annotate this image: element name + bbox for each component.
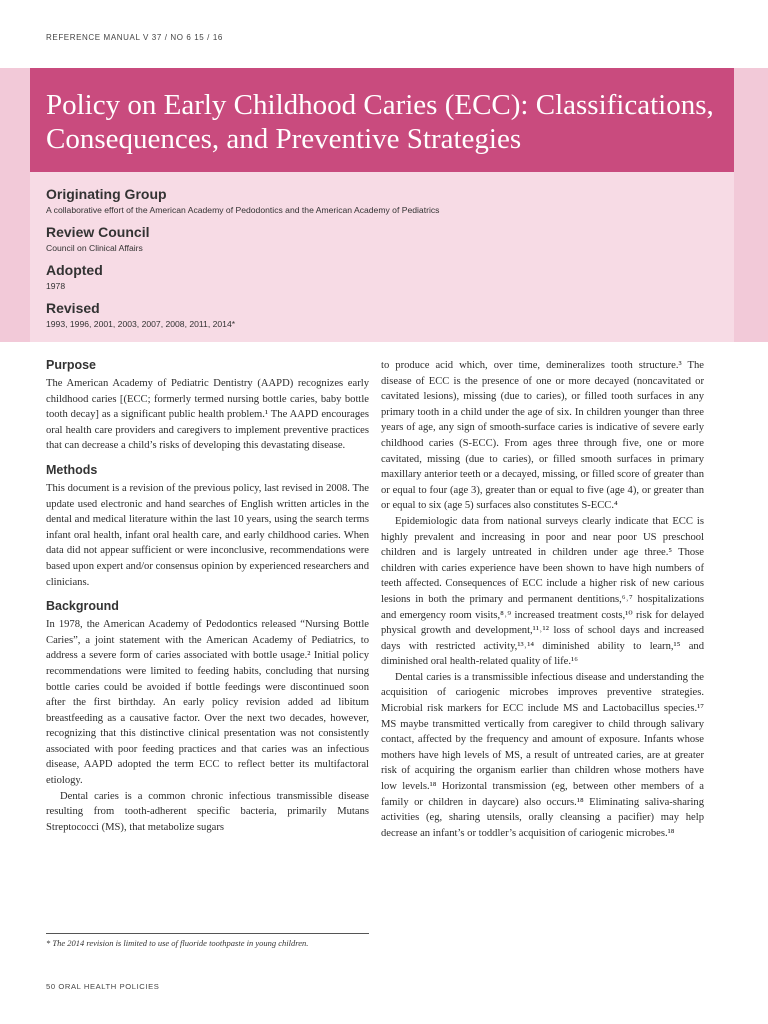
revised-value: 1993, 1996, 2001, 2003, 2007, 2008, 2011, 2014* [46,319,236,329]
footnote-divider [46,933,369,934]
page-title: Policy on Early Childhood Caries (ECC): Classifications, Consequences, and Preventive Strategies [46,89,714,155]
purpose-heading: Purpose [46,358,97,372]
methods-text: This document is a revision of the previous policy, last revised in 2008. The update used electronic and hand searches of English written articles in the dental and medical literature within the last 10 years, using the search terms infant oral health, infant oral health care, and early childhood caries. When data did not appear sufficient or were inconclusive, recommendations were based upon expert and/or consensus opinion by experienced researchers and clinicians. [46,482,369,588]
page-folio: 50 ORAL HEALTH POLICIES [46,982,160,991]
originating-group-heading: Originating Group [46,186,167,202]
purpose-text: The American Academy of Pediatric Dentistry (AAPD) recognizes early childhood caries [(ECC; formerly termed nursing bottle caries, baby bottle tooth decay] as a significant public health problem.¹ The AAPD encourages oral health care providers and caregivers to implement preventive practices that can decrease a child’s risks of developing this devastating disease. [46,378,369,452]
originating-group [46,186,726,215]
revised [46,300,726,329]
review-council-value: Council on Clinical Affairs [46,243,143,253]
right-paragraph-1: to produce acid which, over time, demineralizes tooth structure.³ The disease of ECC is the presence of one or more decayed (noncavitated or cavitated lesions), missing (due to caries), or filled tooth surfaces in any primary tooth in a child under the age of six. In children younger than three years of age, any sign of smooth-surface caries is indicative of severe early childhood caries (S-ECC). From ages three through five, one or more cavitated, missing (due to caries), or filled smooth surfaces in primary maxillary anterior teeth or a decayed, missing, or filled score of greater than or equal to four (age 3), greater than or equal to five (age 4), or greater than or equal to six (age 5) surfaces also constitutes S-ECC.⁴ [381,360,704,512]
review-council [46,224,726,253]
footnote: * The 2014 revision is limited to use of fluoride toothpaste in young children. [46,938,309,948]
right-paragraph-3: Dental caries is a transmissible infectious disease and understanding the acquisition of cariogenic microbes improves preventive strategies. Microbial risk markers for ECC include MS and Lactobacillus species.¹⁷ MS maybe transmitted vertically from caregiver to child through salivary contact, affected by the frequency and amount of exposure. Infants whose mothers have high levels of MS, a result of untreated caries, are at greater risk of acquiring the organism earlier than children whose mothers have low levels.¹⁸ Horizontal transmission (eg, between other members of a family or children in daycare) also occurs.¹⁸ Eliminating saliva-sharing activities (eg, sharing utensils, orally cleansing a pacifier) may help decrease an infant’s or toddler’s acquisition of cariogenic microbes.¹⁸ [381,671,704,839]
adopted-heading: Adopted [46,262,103,278]
methods-heading: Methods [46,462,98,477]
running-head: REFERENCE MANUAL V 37 / NO 6 15 / 16 [46,33,223,42]
adopted [46,262,726,291]
revised-heading: Revised [46,300,100,316]
right-paragraph-2: Epidemiologic data from national surveys clearly indicate that ECC is highly prevalent and increasing in poor and near poor US preschool children and is largely untreated in children under age three.⁵ Those children with caries experience have been shown to have high numbers of teeth affected. Consequences of ECC include a higher risk of new carious lesions in both the primary and permanent dentitions,⁶˒⁷ hospitalizations and emergency room visits,⁸˒⁹ increased treatment costs,¹⁰ risk for delayed physical growth and development,¹¹˒¹² loss of school days and increased days with restricted activity,¹³˒¹⁴ diminished ability to learn,¹⁵ and diminished oral health-related quality of life.¹⁶ [381,515,704,668]
background-text-1: In 1978, the American Academy of Pedodontics released “Nursing Bottle Caries”, a joint statement with the American Academy of Pediatrics, to address a severe form of caries associated with bottle usage.² Initial policy recommendations were limited to feeding habits, concluding that nursing bottle caries could be avoided if bottle feedings were discontinued soon after the first birthday. An early policy revision added ad libitum breastfeeding as a causative factor. Over the next two decades, however, recognizing that this distinctive clinical presentation was not consistently associated with poor feeding practices and that caries was an infectious disease, AAPD adopted the term ECC to reflect better its multifactoral etiology. [46,619,369,787]
background-heading: Background [46,599,119,614]
right-column [381,358,704,841]
left-column [46,358,369,835]
adopted-value: 1978 [46,281,66,291]
background-text-2: Dental caries is a common chronic infectious transmissible disease resulting from tooth-adherent specific bacteria, primarily Mutans Streptococci (MS), that metabolize sugars [46,790,369,833]
originating-group-value: A collaborative effort of the American Academy of Pedodontics and the American Academy of Pediatrics [46,205,440,215]
review-council-heading: Review Council [46,224,150,240]
